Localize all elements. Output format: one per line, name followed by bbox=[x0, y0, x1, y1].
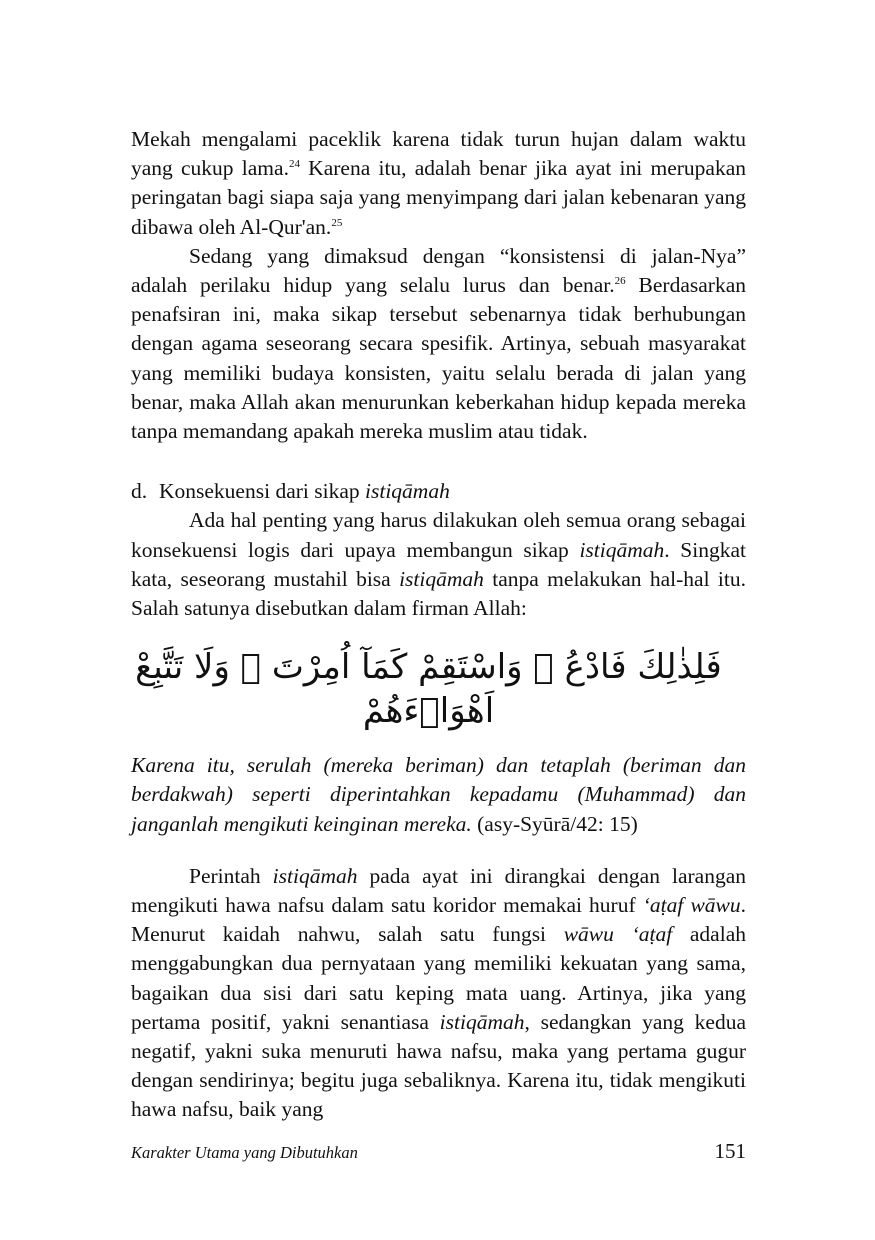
page-number: 151 bbox=[714, 1139, 746, 1163]
translation-text: Karena itu, serulah (mereka beriman) dan tetaplah (beriman dan berdakwah) seperti diperintahkan kepadamu (Muhammad) dan janganlah mengikuti keinginan mereka. bbox=[131, 753, 746, 836]
section-heading-d bbox=[131, 477, 746, 506]
paragraph-3-text-a: Ada hal penting yang harus dilakukan oleh semua orang sebagai konsekuensi logis dari upaya membangun sikap bbox=[131, 508, 746, 562]
term-ataf-wawu: ‘aṭaf wāwu bbox=[642, 893, 741, 918]
paragraph-3-text-c: tanpa melakukan hal-hal itu. Salah satunya disebutkan dalam firman Allah: bbox=[131, 566, 746, 621]
term-istiqamah-2: istiqāmah bbox=[399, 566, 484, 591]
paragraph-4-text-d: adalah menggabungkan dua pernyataan yang memiliki kekuatan yang sama, bagaikan dua sisi dari satu keping mata uang. Artinya, jika yang pertama positif, yakni senantiasa bbox=[131, 922, 746, 1034]
paragraph-1 bbox=[131, 125, 746, 242]
paragraph-1-text-a: Mekah mengalami paceklik karena tidak turun hujan dalam waktu yang cukup lama. bbox=[131, 127, 746, 181]
verse-reference: (asy-Syūrā/42: 15) bbox=[471, 811, 638, 836]
footnote-ref-25[interactable]: 25 bbox=[331, 216, 343, 229]
paragraph-4 bbox=[131, 862, 746, 1125]
paragraph-1-text-b: Karena itu, adalah benar jika ayat ini merupakan peringatan bagi siapa saja yang menyimpang dari jalan kebenaran yang dibawa oleh Al-Qur'an. bbox=[131, 156, 746, 239]
section-letter: d. bbox=[131, 479, 148, 504]
term-istiqamah-3: istiqāmah bbox=[272, 863, 358, 888]
verse-translation bbox=[131, 751, 746, 839]
section-term: istiqāmah bbox=[365, 479, 450, 504]
paragraph-4-text-e: , sedangkan yang kedua negatif, yakni suka menuruti hawa nafsu, maka yang pertama gugur dengan sendirinya; begitu juga sebaliknya. Karena itu, tidak mengikuti hawa nafsu, baik yang bbox=[131, 1009, 746, 1122]
page-footer bbox=[131, 1139, 746, 1164]
paragraph-2-text-a: Sedang yang dimaksud dengan “konsistensi di jalan-Nya” adalah perilaku hidup yang selalu lurus dan benar. bbox=[131, 243, 746, 298]
page-body bbox=[131, 125, 746, 1125]
paragraph-3-text-b: . Singkat kata, seseorang mustahil bisa bbox=[131, 537, 746, 591]
footnote-ref-26[interactable]: 26 bbox=[614, 275, 626, 288]
quran-verse-arabic: فَلِذٰلِكَ فَادْعُ ۚ وَاسْتَقِمْ كَمَآ اُمِرْتَ ۚ وَلَا تَتَّبِعْ اَهْوَاۤءَهُمْ bbox=[135, 647, 722, 732]
paragraph-4-text-a: Perintah bbox=[189, 863, 273, 888]
paragraph-3 bbox=[131, 506, 746, 623]
running-title: Karakter Utama yang Dibutuhkan bbox=[131, 1143, 358, 1162]
paragraph-2-text-b: Berdasarkan penafsiran ini, maka sikap tersebut sebenarnya tidak berhubungan dengan agama seseorang secara spesifik. Artinya, sebuah masyarakat yang memiliki budaya konsisten, yaitu selalu berada di jalan yang benar, maka Allah akan menurunkan keberkahan hidup kepada mereka tanpa memandang apakah mereka muslim atau tidak. bbox=[131, 273, 746, 444]
term-wawu-ataf: wāwu ‘aṭaf bbox=[563, 922, 673, 947]
term-istiqamah-4: istiqāmah bbox=[439, 1009, 525, 1034]
paragraph-4-text-c: . Menurut kaidah nahwu, salah satu fungsi bbox=[131, 893, 746, 947]
section-title: Konsekuensi dari sikap bbox=[159, 479, 366, 504]
footnote-ref-24[interactable]: 24 bbox=[288, 158, 300, 171]
paragraph-2 bbox=[131, 242, 746, 446]
term-istiqamah-1: istiqāmah bbox=[579, 537, 665, 562]
paragraph-4-text-b: pada ayat ini dirangkai dengan larangan mengikuti hawa nafsu dalam satu koridor memakai huruf bbox=[131, 863, 746, 918]
